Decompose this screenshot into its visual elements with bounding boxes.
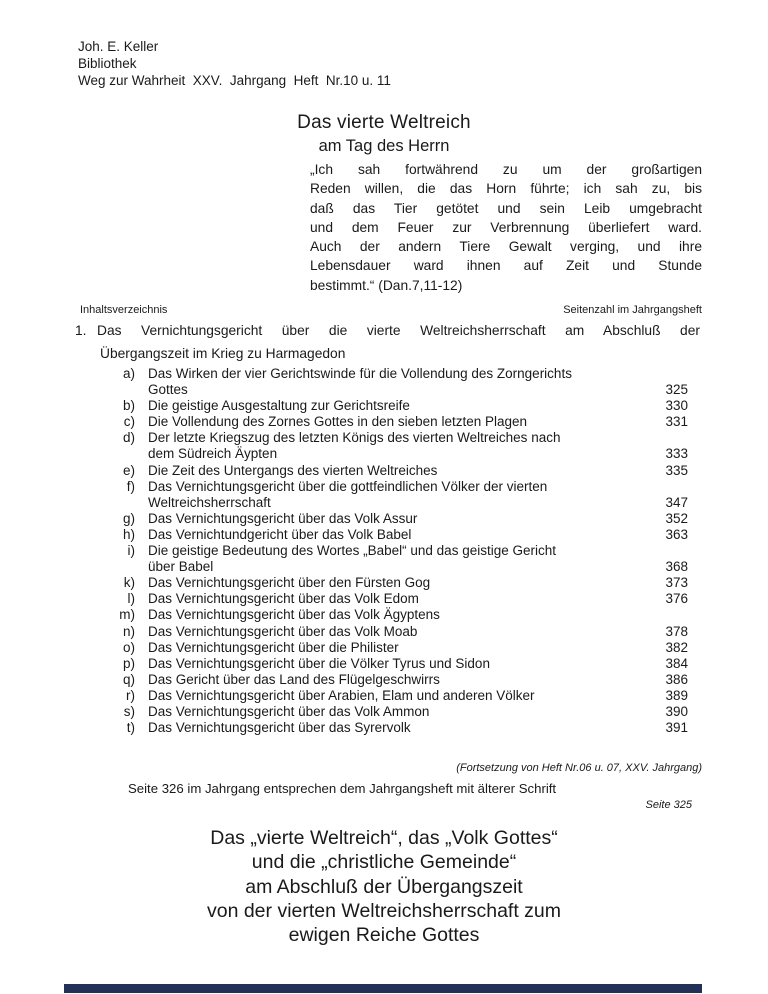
toc-item-title-line2: Übergangszeit im Krieg zu Harmagedon [100, 346, 346, 361]
toc-entry-text: Das Vernichtungsgericht über das Syrervolk [148, 720, 411, 736]
toc-entry [98, 591, 688, 607]
toc-entry-text: Das Vernichtungsgericht über das Volk Ägyptens [148, 607, 440, 623]
closing-title-line: ewigen Reiche Gottes [288, 924, 480, 947]
toc-entry [98, 430, 688, 462]
toc-entry-letter: g) [122, 510, 135, 526]
series-line: Weg zur Wahrheit XXV. Jahrgang Heft Nr.10 u. 11 [78, 73, 391, 88]
page-title: Das vierte Weltreich [297, 112, 471, 133]
toc-entry-page: 389 [665, 687, 688, 703]
toc-entry-letter: r) [126, 687, 135, 703]
page-number-label: Seite 325 [645, 799, 692, 811]
toc-entry-text: Die geistige Ausgestaltung zur Gerichtsreife [148, 398, 410, 414]
toc-entry-text: Das Gericht über das Land des Flügelgeschwirrs [148, 671, 440, 687]
toc-entry [98, 672, 688, 688]
toc-entry [98, 575, 688, 591]
continuation-note: (Fortsetzung von Heft Nr.06 u. 07, XXV. Jahrgang) [456, 762, 702, 774]
toc-entry-page: 331 [665, 414, 688, 430]
toc-entry-page: 391 [665, 720, 688, 736]
toc-entry [98, 527, 688, 543]
toc-entry-page: 382 [665, 639, 688, 655]
quote-line: Auch der andern Tiere Gewalt verging, und ihre [310, 239, 702, 255]
toc-entry [98, 398, 688, 414]
toc-entry-page: 333 [665, 446, 688, 462]
toc-entry-letter: f) [126, 478, 135, 494]
toc-entry-text: Das Vernichtungsgericht über das Volk Ammon [148, 703, 430, 719]
page-subtitle: am Tag des Herrn [318, 137, 450, 155]
quote-line: Lebensdauer ward ihnen auf Zeit und Stunde [310, 258, 702, 274]
toc-entry-page: 335 [665, 462, 688, 478]
toc-entry [98, 688, 688, 704]
closing-title-line: Das „vierte Weltreich“, das „Volk Gottes“ [210, 827, 558, 849]
toc-entry-text: Das Vernichtungsgericht über Arabien, Elam und anderen Völker [148, 687, 535, 703]
toc-entry-page: 352 [665, 510, 688, 526]
toc-entries [98, 366, 688, 736]
toc-entry-letter: t) [126, 720, 135, 736]
toc-entry-letter: k) [123, 575, 135, 591]
toc-entry-text: Die Vollendung des Zornes Gottes in den sieben letzten Plagen [148, 414, 528, 430]
quote-line: „Ich sah fortwährend zu um der großartigen [310, 162, 702, 177]
document-header [78, 38, 391, 89]
toc-entry [98, 607, 688, 623]
page-correspondence-note: Seite 326 im Jahrgang entsprechen dem Jahrgangsheft mit älterer Schrift [128, 781, 557, 796]
toc-item-number: 1. [75, 323, 87, 338]
toc-entry-text: Das Vernichtungsgericht über das Volk Assur [148, 510, 418, 526]
toc-entry-letter: l) [127, 591, 135, 607]
closing-title-line: von der vierten Weltreichsherrschaft zum [206, 899, 562, 922]
toc-entry-page: 378 [665, 623, 688, 639]
toc-header-row [80, 304, 702, 316]
toc-entry-letter: i) [127, 543, 135, 559]
toc-entry-text: Das Vernichtungsgericht über das Volk Moab [148, 623, 418, 639]
toc-entry [98, 463, 688, 479]
library-line: Bibliothek [78, 56, 137, 71]
author-line: Joh. E. Keller [78, 39, 159, 54]
toc-entry-letter: q) [122, 671, 135, 687]
toc-entry-letter: a) [122, 366, 135, 381]
scripture-quote [310, 160, 702, 295]
toc-entry [98, 656, 688, 672]
toc-entry-text: Das Vernichtungsgericht über den Fürsten Gog [148, 575, 431, 591]
closing-title [0, 826, 768, 947]
toc-entry-page: 363 [665, 526, 688, 542]
toc-entry-letter: d) [122, 430, 135, 446]
toc-entry-letter: s) [123, 703, 135, 719]
toc-entry-letter: o) [122, 639, 135, 655]
toc-entry-text: Das Wirken der vier Gerichtswinde für die Vollendung des Zorngerichts Gottes [148, 366, 572, 398]
quote-line: daß das Tier getötet und sein Leib umgebracht [310, 200, 702, 216]
toc-entry [98, 543, 688, 575]
toc-entry [98, 414, 688, 430]
toc-entry-text: Das Vernichtundgericht über das Volk Babel [148, 526, 412, 542]
toc-entry-page: 347 [665, 494, 688, 510]
bottom-scan-bar [64, 984, 702, 993]
closing-title-line: am Abschluß der Übergangszeit [245, 875, 523, 898]
toc-entry [98, 511, 688, 527]
toc-entry-letter: c) [123, 414, 135, 430]
toc-entry-text: Der letzte Kriegszug des letzten Königs des vierten Weltreiches nach dem Südreich Äypten [148, 430, 561, 462]
toc-entry [98, 624, 688, 640]
toc-entry [98, 366, 688, 398]
toc-entry-text: Das Vernichtungsgericht über die Völker Tyrus und Sidon [148, 655, 490, 671]
toc-entry-text: Das Vernichtungsgericht über das Volk Edom [148, 591, 419, 607]
toc-entry-page: 386 [665, 671, 688, 687]
toc-entry [98, 720, 688, 736]
closing-title-line: und die „christliche Gemeinde“ [251, 851, 517, 874]
toc-entry-page: 376 [665, 591, 688, 607]
toc-header-left: Inhaltsverzeichnis [80, 304, 168, 316]
toc-entry-page: 325 [665, 382, 688, 398]
quote-line: und dem Feuer zur Verbrennung überliefert ward. [310, 219, 702, 235]
toc-entry-text: Die geistige Bedeutung des Wortes „Babel“ und das geistige Gericht über Babel [148, 543, 556, 575]
toc-entry-page: 390 [665, 703, 688, 719]
toc-entry [98, 704, 688, 720]
toc-entry [98, 640, 688, 656]
toc-entry-page: 373 [665, 575, 688, 591]
toc-entry-letter: p) [122, 655, 135, 671]
toc-entry-letter: e) [122, 462, 135, 478]
toc-item-1 [75, 322, 700, 339]
toc-item-title-line1: Das Vernichtungsgericht über die vierte Weltreichsherrschaft am Abschluß der [97, 323, 700, 338]
toc-entry-letter: m) [119, 607, 135, 623]
toc-entry-letter: h) [122, 526, 135, 542]
toc-entry-page: 368 [665, 559, 688, 575]
toc-entry [98, 479, 688, 511]
toc-entry-letter: n) [122, 623, 135, 639]
toc-header-right: Seitenzahl im Jahrgangsheft [563, 304, 702, 316]
toc-entry-letter: b) [122, 398, 135, 414]
toc-entry-page: 384 [665, 655, 688, 671]
toc-entry-text: Das Vernichtungsgericht über die Philister [148, 639, 399, 655]
quote-citation-line: bestimmt.“ (Dan.7,11-12) [310, 277, 463, 293]
toc-entry-text: Die Zeit des Untergangs des vierten Weltreiches [148, 462, 438, 478]
toc-entry-page: 330 [665, 398, 688, 414]
toc-entry-text: Das Vernichtungsgericht über die gottfeindlichen Völker der vierten Weltreichsherrschaft [148, 478, 548, 510]
quote-line: Reden willen, die das Horn führte; ich sah zu, bis [310, 181, 702, 197]
